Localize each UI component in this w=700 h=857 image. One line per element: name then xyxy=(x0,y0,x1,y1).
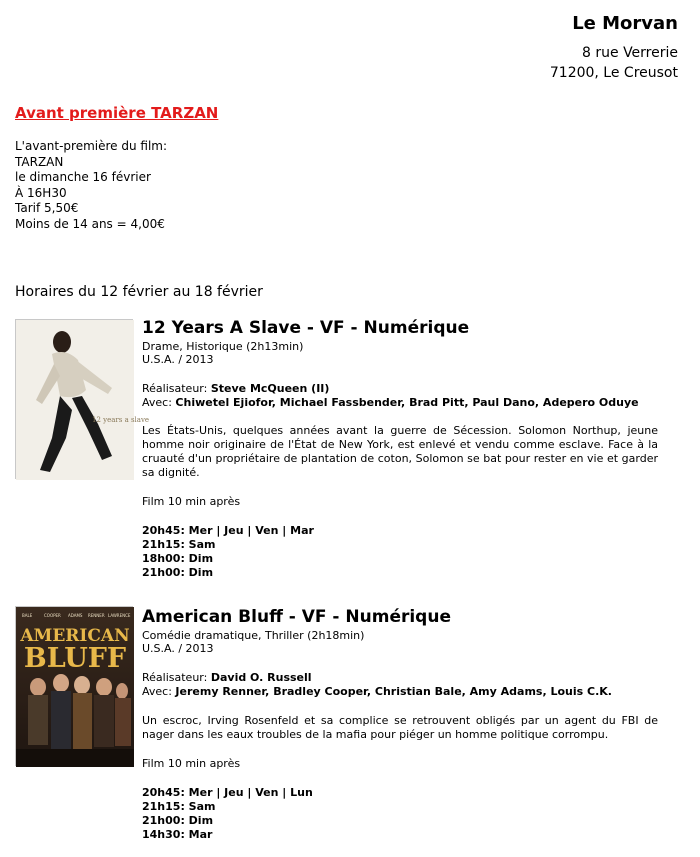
showtimes xyxy=(142,524,314,580)
poster-title-line: BLUFF xyxy=(23,643,127,674)
cast-label: Avec: xyxy=(142,685,172,698)
movie-note: Film 10 min après xyxy=(142,757,241,770)
movie-title[interactable]: American Bluff - VF - Numérique xyxy=(142,607,451,627)
showtime-row: 18h00: Dim xyxy=(142,552,214,565)
premiere-line: Tarif 5,50€ xyxy=(15,201,79,215)
poster-actor-name: ADAMS xyxy=(68,613,83,618)
movie-director xyxy=(142,671,312,684)
premiere-line: TARZAN xyxy=(15,154,64,169)
premiere-line: le dimanche 16 février xyxy=(15,170,151,184)
poster-title-line: AMERICAN xyxy=(20,626,130,646)
cast-names: Chiwetel Ejiofor, Michael Fassbender, Brad Pitt, Paul Dano, Adepero Oduye xyxy=(175,396,639,409)
showtime-row: 20h45: Mer | Jeu | Ven | Lun xyxy=(142,786,313,799)
schedule-period: Horaires du 12 février au 18 février xyxy=(15,284,263,300)
director-label: Réalisateur: xyxy=(142,382,208,395)
movie-synopsis: Un escroc, Irving Rosenfeld et sa complice se retrouvent obligés par un agent du FBI de nager dans les eaux troubles de la mafia pour piéger un homme politique corrompu. xyxy=(142,714,658,741)
showtime-row: 21h15: Sam xyxy=(142,800,216,813)
premiere-details xyxy=(15,139,167,232)
cinema-street: 8 rue Verrerie xyxy=(582,45,678,61)
poster-illustration xyxy=(16,320,150,480)
showtimes xyxy=(142,786,313,842)
poster-actor-name: LAWRENCE xyxy=(108,613,131,618)
cast-names: Jeremy Renner, Bradley Cooper, Christian Bale, Amy Adams, Louis C.K. xyxy=(175,685,612,698)
showtime-row: 21h15: Sam xyxy=(142,538,216,551)
premiere-link[interactable]: Avant première TARZAN xyxy=(15,104,219,122)
movie-director xyxy=(142,382,329,395)
poster-actor-name: COOPER xyxy=(44,613,61,618)
movie-synopsis: Les États-Unis, quelques années avant la guerre de Sécession. Solomon Northup, jeune homme noir originaire de l'État de New York, est enlevé et vendu comme esclave. Face à la cruauté d'un propriétaire de plantation de coton, Solomon se bat pour rester en vie et garder sa dignité. xyxy=(142,424,658,479)
movie-poster-american-bluff[interactable] xyxy=(15,606,133,766)
premiere-line: À 16H30 xyxy=(15,185,67,200)
movie-title[interactable]: 12 Years A Slave - VF - Numérique xyxy=(142,318,470,338)
movie-cast xyxy=(142,685,612,698)
movie-origin: U.S.A. / 2013 xyxy=(142,353,214,366)
director-label: Réalisateur: xyxy=(142,671,208,684)
poster-illustration xyxy=(16,607,134,767)
poster-actor-name: BALE xyxy=(22,613,33,618)
cinema-name: Le Morvan xyxy=(572,13,678,34)
movie-poster-12-years-a-slave[interactable] xyxy=(15,319,150,479)
premiere-line: L'avant-première du film: xyxy=(15,139,168,153)
premiere-line: Moins de 14 ans = 4,00€ xyxy=(15,216,165,231)
cast-label: Avec: xyxy=(142,396,172,409)
poster-title-text: 12 years a slave xyxy=(92,416,150,424)
movie-origin: U.S.A. / 2013 xyxy=(142,642,214,655)
director-name: David O. Russell xyxy=(210,671,312,684)
poster-actor-name: RENNER xyxy=(88,613,105,618)
movie-genre: Comédie dramatique, Thriller (2h18min) xyxy=(142,629,365,642)
cinema-city: 71200, Le Creusot xyxy=(549,65,678,81)
showtime-row: 21h00: Dim xyxy=(142,814,214,827)
showtime-row: 20h45: Mer | Jeu | Ven | Mar xyxy=(142,524,314,537)
movie-cast xyxy=(142,396,639,409)
showtime-row: 21h00: Dim xyxy=(142,566,214,579)
movie-genre: Drame, Historique (2h13min) xyxy=(142,340,304,353)
director-name: Steve McQueen (II) xyxy=(210,382,330,395)
showtime-row: 14h30: Mar xyxy=(142,828,213,841)
movie-note: Film 10 min après xyxy=(142,495,241,508)
